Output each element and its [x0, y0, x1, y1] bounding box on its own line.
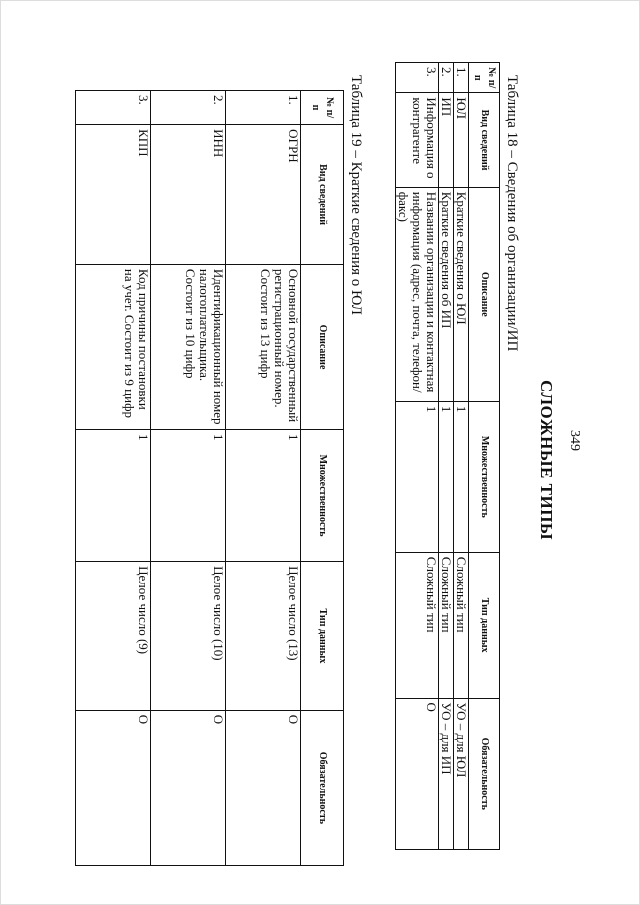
- cell-info-type: ИП: [439, 93, 454, 187]
- cell-mandatory: О: [396, 698, 439, 849]
- cell-multiplicity: 1: [439, 401, 454, 552]
- cell-multiplicity: 1: [226, 430, 301, 562]
- table-row: [454, 63, 469, 850]
- cell-mandatory: О: [226, 710, 301, 865]
- header-number: № п/п: [301, 91, 344, 125]
- table-19-caption: Таблица 19 – Краткие сведения о ЮЛ: [348, 75, 364, 315]
- cell-description: Основной государственный регистрационный номер. Состоит из 13 цифр: [226, 264, 301, 429]
- table-18-caption: Таблица 18 – Сведения об организации/ИП: [504, 75, 520, 352]
- cell-info-type: КПП: [76, 125, 151, 265]
- cell-multiplicity: 1: [396, 401, 439, 552]
- cell-data-type: Целое число (10): [151, 562, 226, 711]
- cell-description: Идентификационный номер налогоплательщика. Состоит из 10 цифр: [151, 264, 226, 429]
- cell-description: Краткие сведения об ИП: [439, 187, 454, 401]
- header-mandatory: Обязательность: [301, 710, 344, 865]
- cell-info-type: Информация о контрагенте: [396, 93, 439, 187]
- header-mandatory: Обязательность: [469, 698, 500, 849]
- cell-info-type: ЮЛ: [454, 93, 469, 187]
- table-18: [395, 62, 500, 850]
- cell-description: Код причины постановки на учет. Состоит из 9 цифр: [76, 264, 151, 429]
- cell-mandatory: О: [151, 710, 226, 865]
- cell-mandatory: УО – для ЮЛ: [454, 698, 469, 849]
- cell-multiplicity: 1: [151, 430, 226, 562]
- header-data-type: Тип данных: [301, 562, 344, 711]
- cell-data-type: Сложный тип: [396, 552, 439, 698]
- cell-info-type: ОГРН: [226, 125, 301, 265]
- header-multiplicity: Множественность: [469, 401, 500, 552]
- cell-number: 3.: [396, 63, 439, 93]
- header-description: Описание: [301, 264, 344, 429]
- cell-description: Краткие сведения о ЮЛ: [454, 187, 469, 401]
- table-row: [226, 91, 301, 866]
- cell-number: 1.: [226, 91, 301, 125]
- section-title: СЛОЖНЫЕ ТИПЫ: [537, 380, 556, 541]
- cell-data-type: Сложный тип: [454, 552, 469, 698]
- cell-number: 3.: [76, 91, 151, 125]
- header-info-type: Вид сведений: [469, 93, 500, 187]
- header-info-type: Вид сведений: [301, 125, 344, 265]
- header-multiplicity: Множественность: [301, 430, 344, 562]
- header-description: Описание: [469, 187, 500, 401]
- cell-number: 2.: [439, 63, 454, 93]
- cell-data-type: Целое число (13): [226, 562, 301, 711]
- header-data-type: Тип данных: [469, 552, 500, 698]
- page-number: 349: [567, 430, 582, 451]
- table-header-row: [301, 91, 344, 866]
- table-header-row: [469, 63, 500, 850]
- cell-multiplicity: 1: [76, 430, 151, 562]
- cell-mandatory: О: [76, 710, 151, 865]
- table-19: [75, 90, 344, 866]
- cell-number: 1.: [454, 63, 469, 93]
- table-row: [439, 63, 454, 850]
- header-number: № п/п: [469, 63, 500, 93]
- cell-description: Названии организации и контактная информация (адрес, почта, телефон/факс): [396, 187, 439, 401]
- cell-info-type: ИНН: [151, 125, 226, 265]
- cell-multiplicity: 1: [454, 401, 469, 552]
- cell-number: 2.: [151, 91, 226, 125]
- table-row: [151, 91, 226, 866]
- cell-data-type: Сложный тип: [439, 552, 454, 698]
- cell-mandatory: УО – для ИП: [439, 698, 454, 849]
- table-row: [76, 91, 151, 866]
- cell-data-type: Целое число (9): [76, 562, 151, 711]
- table-row: [396, 63, 439, 850]
